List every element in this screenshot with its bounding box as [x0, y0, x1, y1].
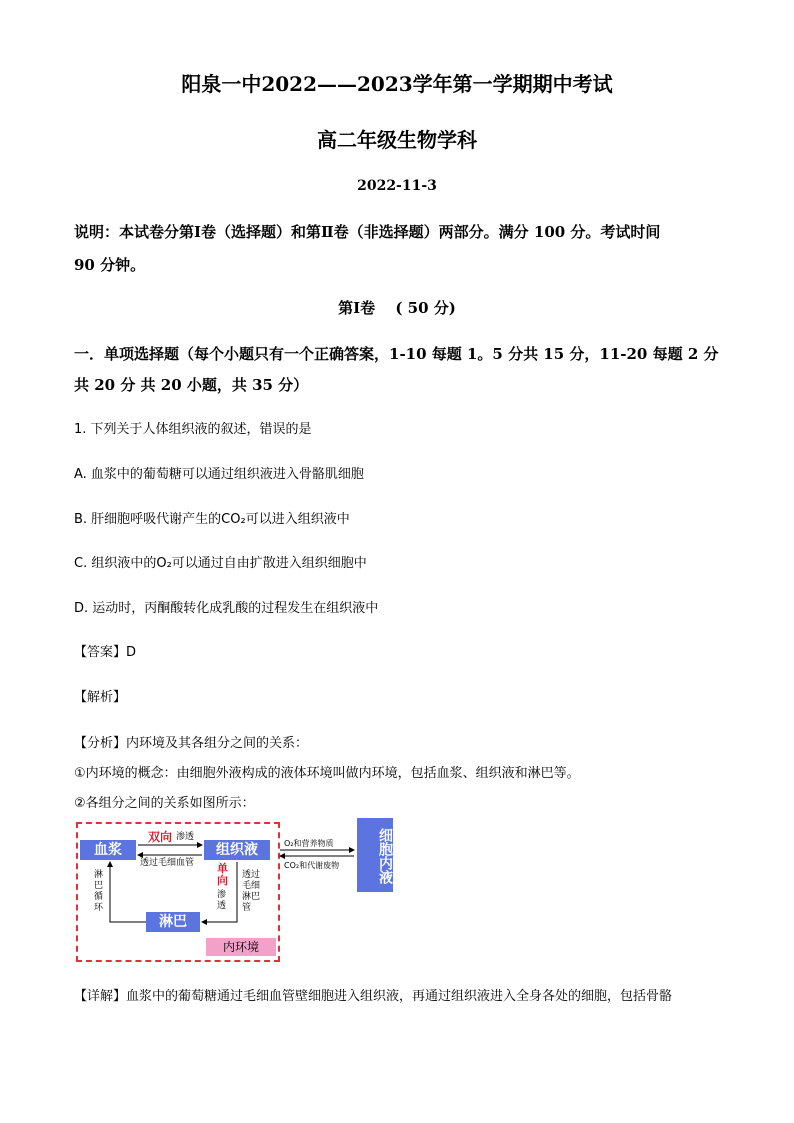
answer-value: D — [126, 645, 137, 660]
question-stem: 1. 下列关于人体组织液的叙述，错误的是 — [74, 422, 312, 437]
tissue-fluid-box: 组织液 — [204, 840, 270, 860]
option-b: B. 肝细胞呼吸代谢产生的CO₂可以进入组织液中 — [74, 512, 350, 527]
exam-subtitle: 高二年级生物学科 — [317, 128, 477, 152]
section-title: 第Ⅰ卷 ( 50 分) — [338, 299, 456, 317]
option-c: C. 组织液中的O₂可以通过自由扩散进入组织细胞中 — [74, 556, 367, 571]
option-d: D. 运动时，丙酮酸转化成乳酸的过程发生在组织液中 — [74, 601, 379, 616]
detail-text: 血浆中的葡萄糖通过毛细血管壁细胞进入组织液，再通过组织液进入全身各处的细胞，包括骨骼 — [126, 989, 673, 1004]
instructions-line1: 说明：本试卷分第Ⅰ卷（选择题）和第Ⅱ卷（非选择题）两部分。满分 100 分。考试时间 — [74, 223, 661, 241]
through-lymph-capillary-label: 透过毛细淋巴管 — [242, 870, 261, 913]
instructions-line2: 90 分钟。 — [74, 256, 146, 274]
diagram-arrows — [74, 820, 404, 962]
cell-fluid-box: 细胞内液 — [357, 818, 393, 892]
two-way-label: 双向 — [148, 830, 173, 844]
lymph-to-plasma-arrow — [110, 862, 146, 922]
answer-tag: 【答案】 — [74, 645, 127, 660]
exam-date: 2022-11-3 — [357, 178, 437, 194]
plasma-box: 血浆 — [80, 840, 136, 860]
option-a: A. 血浆中的葡萄糖可以通过组织液进入骨骼肌细胞 — [74, 467, 364, 482]
answer-line — [74, 641, 136, 660]
part1-heading-line2: 共 20 分 共 20 小题，共 35 分） — [74, 376, 309, 394]
analysis-tag: 【解析】 — [74, 690, 127, 705]
lymph-circulation-label: 淋巴循环 — [94, 870, 104, 913]
point-2: ②各组分之间的关系如图所示： — [74, 796, 255, 811]
through-capillary-label: 透过毛细血管 — [140, 858, 195, 868]
one-way-label: 单向 — [217, 862, 228, 887]
detail-line — [74, 985, 672, 1004]
point-1: ①内环境的概念：由细胞外液构成的液体环境叫做内环境，包括血浆、组织液和淋巴等。 — [74, 766, 580, 781]
fenxi-tag: 【分析】 — [74, 736, 127, 751]
osmosis2-label: 渗透 — [217, 890, 227, 911]
internal-env-label: 内环境 — [206, 938, 276, 956]
part1-heading-line1: 一．单项选择题（每个小题只有一个正确答案，1-10 每题 1。5 分共 15 分，11-20 每题 2 分 — [74, 345, 719, 363]
exam-title: 阳泉一中2022——2023学年第一学期期中考试 — [181, 72, 613, 96]
internal-environment-diagram — [74, 820, 404, 962]
fenxi-line — [74, 732, 308, 751]
lymph-box: 淋巴 — [146, 912, 200, 932]
o2-nutrients-label: O₂和营养物质 — [284, 839, 334, 848]
detail-tag: 【详解】 — [74, 989, 127, 1004]
co2-waste-label: CO₂和代谢废物 — [284, 861, 340, 870]
osmosis-label: 渗透 — [176, 832, 195, 842]
fenxi-text: 内环境及其各组分之间的关系： — [126, 736, 309, 751]
